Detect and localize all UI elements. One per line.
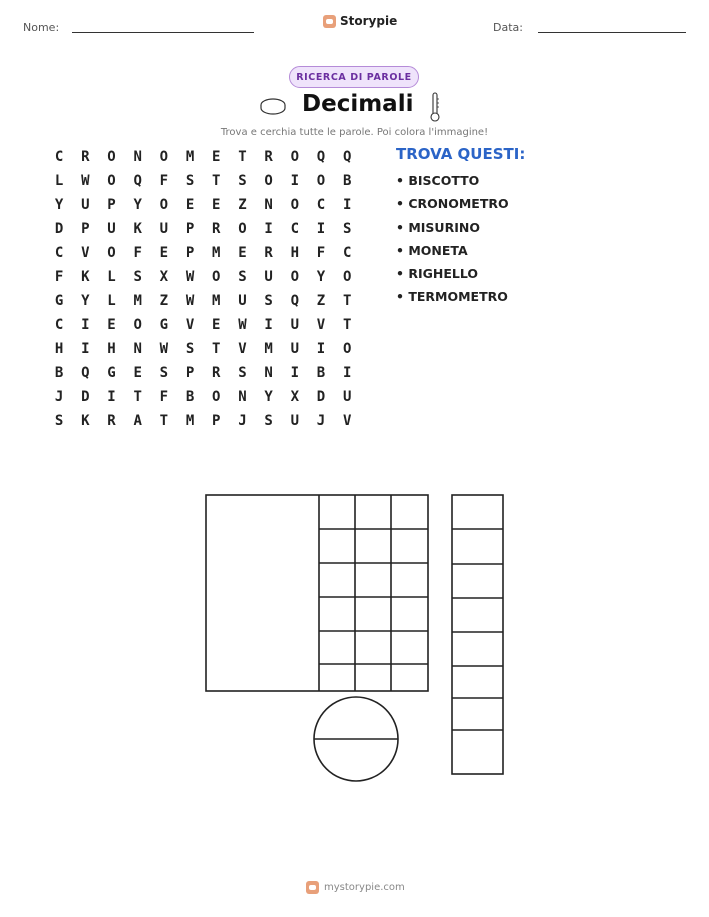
grid-letter[interactable]: P	[81, 221, 90, 237]
grid-letter[interactable]: Y	[54, 197, 64, 213]
grid-letter[interactable]: Q	[316, 149, 326, 165]
title-row	[255, 91, 455, 123]
grid-letter[interactable]: I	[290, 173, 299, 189]
grid-letter[interactable]: I	[342, 365, 352, 381]
date-field[interactable]	[538, 32, 686, 33]
grid-letter[interactable]: Y	[133, 197, 142, 213]
grid-letter[interactable]: U	[342, 389, 352, 405]
grid-letter[interactable]: G	[54, 293, 64, 309]
grid-letter[interactable]: G	[159, 317, 169, 333]
brand-name: Storypie	[340, 14, 398, 28]
grid-letter[interactable]: N	[133, 341, 142, 357]
grid-letter[interactable]: P	[107, 197, 116, 213]
grid-letter[interactable]: Y	[316, 269, 326, 285]
grid-letter[interactable]: E	[159, 245, 169, 261]
grid-letter[interactable]: E	[212, 197, 221, 213]
thermometer-icon	[428, 91, 442, 123]
decimal-whole-square	[206, 495, 428, 691]
word-item: • RIGHELLO	[396, 266, 478, 282]
grid-letter[interactable]: M	[185, 413, 195, 429]
grid-letter[interactable]: Z	[316, 293, 326, 309]
grid-letter[interactable]: W	[238, 317, 247, 333]
grid-letter[interactable]: E	[238, 245, 247, 261]
grid-letter[interactable]: Q	[290, 293, 299, 309]
name-field[interactable]	[72, 32, 254, 33]
grid-row	[46, 268, 360, 292]
grid-letter[interactable]: Q	[81, 365, 90, 381]
grid-letter[interactable]: C	[54, 245, 64, 261]
grid-letter[interactable]: D	[54, 221, 64, 237]
grid-letter[interactable]: J	[316, 413, 326, 429]
grid-letter[interactable]: U	[107, 221, 116, 237]
grid-letter[interactable]: S	[185, 173, 195, 189]
grid-letter[interactable]: N	[264, 197, 273, 213]
name-label: Nome:	[23, 21, 60, 34]
grid-letter[interactable]: E	[212, 317, 221, 333]
grid-letter[interactable]: V	[342, 413, 352, 429]
footer-url[interactable]: mystorypie.com	[324, 882, 405, 893]
grid-letter[interactable]: B	[54, 365, 64, 381]
grid-row	[46, 412, 360, 436]
grid-letter[interactable]: U	[290, 317, 299, 333]
grid-letter[interactable]: X	[159, 269, 169, 285]
word-list-title: TROVA QUESTI:	[396, 145, 526, 163]
grid-row	[46, 148, 360, 172]
grid-letter[interactable]: R	[212, 365, 221, 381]
grid-letter[interactable]: O	[159, 197, 169, 213]
grid-letter[interactable]: O	[290, 149, 299, 165]
grid-letter[interactable]: A	[133, 413, 142, 429]
grid-letter[interactable]: T	[342, 293, 352, 309]
grid-letter[interactable]: E	[185, 197, 195, 213]
grid-letter[interactable]: P	[185, 245, 195, 261]
decimal-column-strip	[452, 495, 503, 774]
category-badge: RICERCA DI PAROLE	[289, 66, 419, 88]
grid-letter[interactable]: C	[316, 197, 326, 213]
grid-letter[interactable]: I	[264, 221, 273, 237]
grid-letter[interactable]: M	[212, 293, 221, 309]
grid-letter[interactable]: I	[264, 317, 273, 333]
grid-letter[interactable]: M	[264, 341, 273, 357]
grid-letter[interactable]: K	[133, 221, 142, 237]
grid-letter[interactable]: E	[212, 149, 221, 165]
grid-letter[interactable]: K	[81, 269, 90, 285]
grid-letter[interactable]: L	[54, 173, 64, 189]
grid-letter[interactable]: O	[342, 341, 352, 357]
grid-letter[interactable]: F	[159, 389, 169, 405]
grid-row	[46, 292, 360, 316]
grid-letter[interactable]: S	[238, 365, 247, 381]
grid-letter[interactable]: H	[54, 341, 64, 357]
grid-letter[interactable]: S	[264, 413, 273, 429]
grid-letter[interactable]: U	[159, 221, 169, 237]
grid-letter[interactable]: I	[342, 197, 352, 213]
grid-letter[interactable]: I	[316, 341, 326, 357]
grid-letter[interactable]: T	[212, 341, 221, 357]
grid-letter[interactable]: O	[264, 173, 273, 189]
storypie-logo-icon	[323, 15, 336, 28]
word-item: • TERMOMETRO	[396, 289, 508, 305]
grid-letter[interactable]: X	[290, 389, 299, 405]
grid-letter[interactable]: U	[264, 269, 273, 285]
grid-letter[interactable]: F	[159, 173, 169, 189]
grid-letter[interactable]: O	[212, 389, 221, 405]
grid-letter[interactable]: F	[133, 245, 142, 261]
grid-letter[interactable]: B	[185, 389, 195, 405]
word-item: • BISCOTTO	[396, 173, 480, 188]
grid-letter[interactable]: S	[185, 341, 195, 357]
grid-letter[interactable]: S	[264, 293, 273, 309]
grid-letter[interactable]: L	[107, 293, 116, 309]
grid-letter[interactable]: C	[290, 221, 299, 237]
grid-letter[interactable]: H	[107, 341, 116, 357]
grid-letter[interactable]: T	[212, 173, 221, 189]
grid-letter[interactable]: S	[342, 221, 352, 237]
grid-letter[interactable]: R	[264, 149, 273, 165]
grid-letter[interactable]: O	[107, 149, 116, 165]
grid-letter[interactable]: V	[316, 317, 326, 333]
grid-row	[46, 172, 360, 196]
grid-letter[interactable]: C	[342, 245, 352, 261]
grid-letter[interactable]: U	[238, 293, 247, 309]
grid-letter[interactable]: M	[133, 293, 142, 309]
page-title: Decimali	[302, 91, 414, 117]
grid-letter[interactable]: B	[316, 365, 326, 381]
grid-letter[interactable]: Z	[159, 293, 169, 309]
grid-letter[interactable]: U	[290, 341, 299, 357]
grid-letter[interactable]: M	[185, 149, 195, 165]
grid-letter[interactable]: O	[107, 173, 116, 189]
grid-letter[interactable]: Q	[342, 149, 352, 165]
grid-letter[interactable]: C	[54, 317, 64, 333]
grid-letter[interactable]: R	[107, 413, 116, 429]
grid-letter[interactable]: Y	[264, 389, 273, 405]
grid-row	[46, 340, 360, 364]
grid-letter[interactable]: D	[316, 389, 326, 405]
letter-grid[interactable]	[46, 148, 360, 436]
grid-letter[interactable]: P	[185, 365, 195, 381]
grid-letter[interactable]: Z	[238, 197, 247, 213]
instructions: Trova e cerchia tutte le parole. Poi colora l'immagine!	[220, 127, 489, 138]
grid-letter[interactable]: V	[185, 317, 195, 333]
grid-letter[interactable]: I	[290, 365, 299, 381]
word-item: • CRONOMETRO	[396, 196, 509, 212]
grid-letter[interactable]: V	[81, 245, 90, 261]
grid-letter[interactable]: W	[159, 341, 169, 357]
grid-letter[interactable]: W	[185, 293, 195, 309]
grid-row	[46, 388, 360, 412]
grid-letter[interactable]: O	[342, 269, 352, 285]
grid-letter[interactable]: G	[107, 365, 116, 381]
grid-letter[interactable]: F	[316, 245, 326, 261]
grid-letter[interactable]: L	[107, 269, 116, 285]
grid-row	[46, 244, 360, 268]
coin-icon	[258, 97, 288, 115]
grid-letter[interactable]: U	[81, 197, 90, 213]
grid-letter[interactable]: J	[238, 413, 247, 429]
grid-row	[46, 220, 360, 244]
grid-letter[interactable]: D	[81, 389, 90, 405]
grid-letter[interactable]: R	[212, 221, 221, 237]
grid-letter[interactable]: N	[264, 365, 273, 381]
grid-letter[interactable]: J	[54, 389, 64, 405]
grid-letter[interactable]: I	[81, 341, 90, 357]
coloring-picture[interactable]	[200, 490, 510, 790]
grid-letter[interactable]: H	[290, 245, 299, 261]
grid-letter[interactable]: S	[238, 269, 247, 285]
grid-letter[interactable]: I	[107, 389, 116, 405]
word-list	[396, 172, 509, 312]
grid-letter[interactable]: S	[133, 269, 142, 285]
grid-row	[46, 364, 360, 388]
grid-letter[interactable]: O	[212, 269, 221, 285]
half-circle	[314, 697, 398, 781]
grid-row	[46, 196, 360, 220]
grid-letter[interactable]: N	[133, 149, 142, 165]
word-item: • MISURINO	[396, 219, 480, 235]
grid-letter[interactable]: O	[238, 221, 247, 237]
grid-letter[interactable]: V	[238, 341, 247, 357]
grid-letter[interactable]: W	[185, 269, 195, 285]
grid-letter[interactable]: T	[159, 413, 169, 429]
brand	[323, 14, 397, 28]
grid-letter[interactable]: P	[185, 221, 195, 237]
grid-letter[interactable]: I	[81, 317, 90, 333]
grid-letter[interactable]: O	[159, 149, 169, 165]
grid-letter[interactable]: C	[54, 149, 64, 165]
grid-letter[interactable]: S	[54, 413, 64, 429]
grid-letter[interactable]: N	[238, 389, 247, 405]
date-label: Data:	[493, 21, 523, 34]
grid-letter[interactable]: T	[342, 317, 352, 333]
grid-letter[interactable]: M	[212, 245, 221, 261]
word-item: • MONETA	[396, 242, 468, 258]
grid-letter[interactable]: T	[133, 389, 142, 405]
grid-letter[interactable]: Q	[133, 173, 142, 189]
grid-letter[interactable]: O	[107, 245, 116, 261]
page-header	[0, 0, 709, 50]
grid-letter[interactable]: O	[316, 173, 326, 189]
grid-letter[interactable]: R	[81, 149, 90, 165]
grid-letter[interactable]: O	[290, 197, 299, 213]
grid-letter[interactable]: S	[238, 173, 247, 189]
grid-letter[interactable]: E	[133, 365, 142, 381]
grid-letter[interactable]: U	[290, 413, 299, 429]
grid-letter[interactable]: O	[133, 317, 142, 333]
grid-letter[interactable]: S	[159, 365, 169, 381]
footer	[306, 881, 405, 894]
grid-letter[interactable]: P	[212, 413, 221, 429]
grid-letter[interactable]: W	[81, 173, 90, 189]
grid-letter[interactable]: O	[290, 269, 299, 285]
grid-letter[interactable]: K	[81, 413, 90, 429]
grid-letter[interactable]: B	[342, 173, 352, 189]
grid-letter[interactable]: I	[316, 221, 326, 237]
grid-letter[interactable]: Y	[81, 293, 90, 309]
grid-letter[interactable]: F	[54, 269, 64, 285]
grid-row	[46, 316, 360, 340]
grid-letter[interactable]: E	[107, 317, 116, 333]
grid-letter[interactable]: T	[238, 149, 247, 165]
grid-letter[interactable]: R	[264, 245, 273, 261]
storypie-logo-icon	[306, 881, 319, 894]
